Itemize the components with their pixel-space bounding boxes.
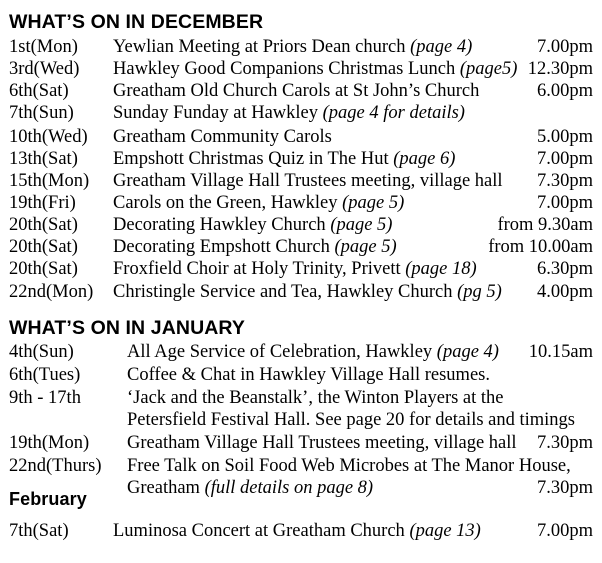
- event-date: 6th(Tues): [9, 365, 81, 385]
- event-page-note: (pg 5): [457, 282, 502, 302]
- event-row: [0, 36, 602, 59]
- event-time: 7.30pm: [536, 433, 593, 453]
- event-date: 1st(Mon): [9, 37, 78, 57]
- event-description: [127, 364, 490, 387]
- event-description: [127, 432, 517, 455]
- event-date: 7th(Sun): [9, 103, 74, 123]
- event-description: [113, 126, 332, 149]
- event-row: [0, 192, 602, 215]
- event-time: 7.00pm: [536, 521, 593, 541]
- event-date: 6th(Sat): [9, 81, 69, 101]
- event-time: 7.00pm: [536, 149, 593, 169]
- event-text: Decorating Hawkley Church: [113, 215, 331, 235]
- event-row-continuation: [0, 477, 602, 500]
- event-description: [113, 281, 502, 304]
- event-date: 4th(Sun): [9, 342, 74, 362]
- event-text: Greatham Community Carols: [113, 127, 332, 147]
- event-text: Decorating Empshott Church: [113, 237, 335, 257]
- event-text: Carols on the Green, Hawkley: [113, 193, 343, 213]
- event-page-note: (page 4 for details): [322, 103, 465, 123]
- event-row: [0, 126, 602, 149]
- event-description: [113, 236, 397, 259]
- event-row: [0, 102, 602, 125]
- event-page-note: (page 5): [334, 237, 397, 257]
- event-time: 10.15am: [528, 342, 593, 362]
- event-row: [0, 455, 602, 478]
- event-date: 19th(Mon): [9, 433, 90, 453]
- event-date: 7th(Sat): [9, 521, 69, 541]
- event-date: 20th(Sat): [9, 259, 78, 279]
- event-row: [0, 432, 602, 455]
- event-date: 10th(Wed): [9, 127, 88, 147]
- event-row: [0, 214, 602, 237]
- event-text: Empshott Christmas Quiz in The Hut: [113, 149, 394, 169]
- event-text: Greatham Old Church Carols at St John’s Church: [113, 81, 480, 101]
- event-row: [0, 364, 602, 387]
- event-row: [0, 341, 602, 364]
- event-time: 7.00pm: [536, 37, 593, 57]
- event-row: [0, 80, 602, 103]
- event-row: [0, 148, 602, 171]
- event-description: [113, 520, 481, 543]
- event-page-note: (page5): [459, 59, 518, 79]
- event-date: 13th(Sat): [9, 149, 78, 169]
- event-row: [0, 281, 602, 304]
- event-description: [113, 258, 477, 281]
- event-page-note: (page 6): [393, 149, 456, 169]
- event-date: 15th(Mon): [9, 171, 90, 191]
- event-row: [0, 258, 602, 281]
- event-text: Christingle Service and Tea, Hawkley Church: [113, 282, 458, 302]
- event-description: [113, 36, 472, 59]
- event-description: [127, 387, 504, 410]
- event-date: 19th(Fri): [9, 193, 76, 213]
- event-text: Luminosa Concert at Greatham Church: [113, 521, 410, 541]
- event-page-note: (page 5): [342, 193, 405, 213]
- event-description: [127, 409, 575, 432]
- event-time: 7.30pm: [536, 478, 593, 498]
- event-row-continuation: [0, 409, 602, 432]
- event-time: from 9.30am: [497, 215, 593, 235]
- event-row: [0, 58, 602, 81]
- event-description: [127, 455, 571, 478]
- event-time: 6.30pm: [536, 259, 593, 279]
- event-text: Greatham Village Hall Trustees meeting, village hall: [113, 171, 503, 191]
- event-date: 20th(Sat): [9, 237, 78, 257]
- event-date: 22nd(Thurs): [9, 456, 102, 476]
- event-text: Coffee & Chat in Hawkley Village Hall resumes.: [127, 365, 490, 385]
- event-description: [113, 148, 455, 171]
- event-page-note: (full details on page 8): [204, 478, 374, 498]
- event-text: Hawkley Good Companions Christmas Lunch: [113, 59, 460, 79]
- event-description: [127, 341, 499, 364]
- section-heading-january: WHAT’S ON IN JANUARY: [9, 317, 245, 339]
- event-page-note: (page 13): [409, 521, 481, 541]
- event-time: 7.00pm: [536, 193, 593, 213]
- event-text: Petersfield Festival Hall. See page 20 for details and timings: [127, 410, 576, 430]
- section-heading-december: WHAT’S ON IN DECEMBER: [9, 11, 264, 33]
- event-row: [0, 170, 602, 193]
- event-text: Free Talk on Soil Food Web Microbes at The Manor House,: [127, 456, 571, 476]
- event-page-note: (page 18): [405, 259, 477, 279]
- event-page-note: (page 4): [410, 37, 473, 57]
- event-page-note: (page 4): [436, 342, 499, 362]
- event-description: [113, 170, 503, 193]
- event-description: [113, 58, 517, 81]
- event-description: [113, 192, 404, 215]
- event-time: 5.00pm: [536, 127, 593, 147]
- event-description: [113, 80, 479, 103]
- event-description: [113, 102, 465, 125]
- event-time: 4.00pm: [536, 282, 593, 302]
- event-date: 3rd(Wed): [9, 59, 80, 79]
- event-time: 7.30pm: [536, 171, 593, 191]
- event-text: Greatham: [127, 478, 205, 498]
- event-text: All Age Service of Celebration, Hawkley: [127, 342, 437, 362]
- event-date: 20th(Sat): [9, 215, 78, 235]
- section-heading-february: February: [9, 489, 87, 509]
- event-description: [113, 214, 392, 237]
- event-date: 22nd(Mon): [9, 282, 94, 302]
- event-time: 12.30pm: [527, 59, 593, 79]
- event-text: Sunday Funday at Hawkley: [113, 103, 323, 123]
- event-text: Froxfield Choir at Holy Trinity, Privett: [113, 259, 406, 279]
- event-text: Yewlian Meeting at Priors Dean church: [113, 37, 411, 57]
- event-description: [127, 477, 373, 500]
- event-text: ‘Jack and the Beanstalk’, the Winton Players at the: [127, 388, 504, 408]
- event-row: [0, 387, 602, 410]
- event-page-note: (page 5): [330, 215, 393, 235]
- event-row: [0, 236, 602, 259]
- event-time: 6.00pm: [536, 81, 593, 101]
- event-text: Greatham Village Hall Trustees meeting, village hall: [127, 433, 517, 453]
- event-date: 9th - 17th: [9, 388, 81, 408]
- event-row: [0, 520, 602, 543]
- event-time: from 10.00am: [488, 237, 593, 257]
